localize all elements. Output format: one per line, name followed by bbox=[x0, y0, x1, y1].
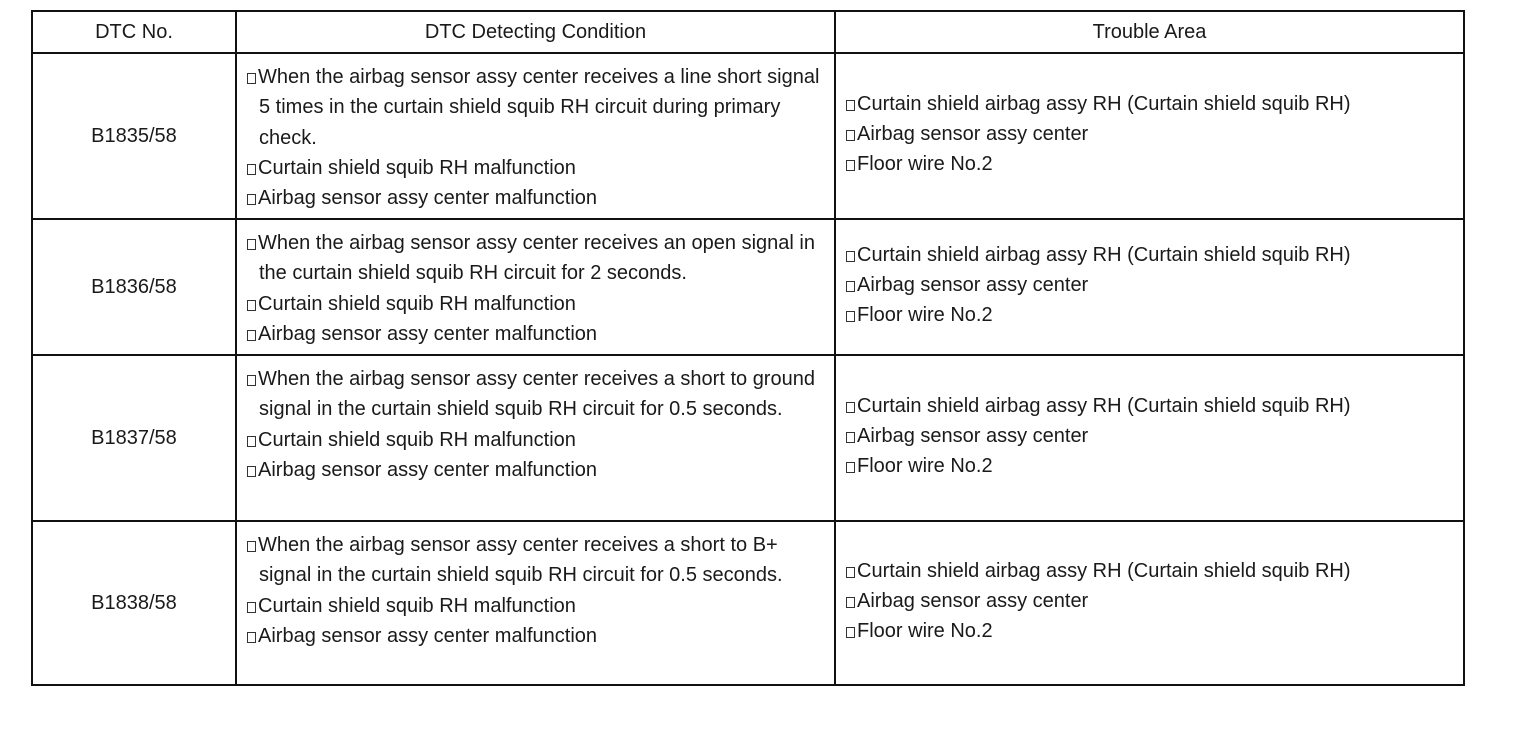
header-dtc-no: DTC No. bbox=[32, 11, 236, 53]
checkbox-bullet-icon bbox=[247, 164, 256, 175]
condition-item: Airbag sensor assy center malfunction bbox=[247, 621, 828, 651]
area-item: Curtain shield airbag assy RH (Curtain shield squib RH) bbox=[846, 89, 1457, 119]
area-item: Airbag sensor assy center bbox=[846, 421, 1457, 451]
area-item: Floor wire No.2 bbox=[846, 149, 1457, 179]
checkbox-bullet-icon bbox=[247, 300, 256, 311]
checkbox-bullet-icon bbox=[846, 462, 855, 473]
condition-item: Airbag sensor assy center malfunction bbox=[247, 183, 828, 213]
table-row bbox=[32, 521, 1464, 685]
area-item: Airbag sensor assy center bbox=[846, 586, 1457, 616]
condition-item: When the airbag sensor assy center receives a short to ground signal in the curtain shield squib RH circuit for 0.5 seconds. bbox=[247, 364, 828, 425]
area-item: Curtain shield airbag assy RH (Curtain shield squib RH) bbox=[846, 391, 1457, 421]
condition-item: Curtain shield squib RH malfunction bbox=[247, 591, 828, 621]
checkbox-bullet-icon bbox=[846, 251, 855, 262]
area-item: Curtain shield airbag assy RH (Curtain shield squib RH) bbox=[846, 240, 1457, 270]
dtc-code: B1836/58 bbox=[32, 219, 236, 355]
trouble-area-cell bbox=[835, 219, 1464, 355]
checkbox-bullet-icon bbox=[846, 567, 855, 578]
dtc-code: B1835/58 bbox=[32, 53, 236, 219]
area-item: Floor wire No.2 bbox=[846, 616, 1457, 646]
dtc-code: B1838/58 bbox=[32, 521, 236, 685]
area-item: Airbag sensor assy center bbox=[846, 270, 1457, 300]
checkbox-bullet-icon bbox=[846, 130, 855, 141]
detecting-condition-cell bbox=[236, 53, 835, 219]
checkbox-bullet-icon bbox=[247, 194, 256, 205]
trouble-area-cell bbox=[835, 521, 1464, 685]
checkbox-bullet-icon bbox=[247, 602, 256, 613]
detecting-condition-cell bbox=[236, 355, 835, 521]
condition-item: When the airbag sensor assy center receives a line short signal 5 times in the curtain shield squib RH circuit during primary check. bbox=[247, 62, 828, 153]
checkbox-bullet-icon bbox=[846, 160, 855, 171]
header-row bbox=[32, 11, 1464, 53]
checkbox-bullet-icon bbox=[247, 239, 256, 250]
checkbox-bullet-icon bbox=[247, 436, 256, 447]
area-item: Floor wire No.2 bbox=[846, 300, 1457, 330]
area-item: Airbag sensor assy center bbox=[846, 119, 1457, 149]
condition-item: When the airbag sensor assy center receives an open signal in the curtain shield squib RH circuit for 2 seconds. bbox=[247, 228, 828, 289]
checkbox-bullet-icon bbox=[846, 402, 855, 413]
checkbox-bullet-icon bbox=[247, 73, 256, 84]
checkbox-bullet-icon bbox=[247, 330, 256, 341]
dtc-table bbox=[31, 10, 1465, 686]
checkbox-bullet-icon bbox=[247, 375, 256, 386]
area-item: Curtain shield airbag assy RH (Curtain shield squib RH) bbox=[846, 556, 1457, 586]
table-row bbox=[32, 355, 1464, 521]
checkbox-bullet-icon bbox=[846, 597, 855, 608]
detecting-condition-cell bbox=[236, 521, 835, 685]
dtc-code: B1837/58 bbox=[32, 355, 236, 521]
checkbox-bullet-icon bbox=[846, 281, 855, 292]
checkbox-bullet-icon bbox=[247, 541, 256, 552]
condition-item: Airbag sensor assy center malfunction bbox=[247, 455, 828, 485]
checkbox-bullet-icon bbox=[846, 100, 855, 111]
condition-item: Curtain shield squib RH malfunction bbox=[247, 425, 828, 455]
condition-item: Airbag sensor assy center malfunction bbox=[247, 319, 828, 349]
checkbox-bullet-icon bbox=[846, 311, 855, 322]
checkbox-bullet-icon bbox=[247, 466, 256, 477]
header-detecting-condition: DTC Detecting Condition bbox=[236, 11, 835, 53]
trouble-area-cell bbox=[835, 53, 1464, 219]
condition-item: When the airbag sensor assy center receives a short to B+ signal in the curtain shield squib RH circuit for 0.5 seconds. bbox=[247, 530, 828, 591]
table-row bbox=[32, 53, 1464, 219]
checkbox-bullet-icon bbox=[846, 627, 855, 638]
table-row bbox=[32, 219, 1464, 355]
condition-item: Curtain shield squib RH malfunction bbox=[247, 153, 828, 183]
detecting-condition-cell bbox=[236, 219, 835, 355]
checkbox-bullet-icon bbox=[846, 432, 855, 443]
checkbox-bullet-icon bbox=[247, 632, 256, 643]
area-item: Floor wire No.2 bbox=[846, 451, 1457, 481]
header-trouble-area: Trouble Area bbox=[835, 11, 1464, 53]
trouble-area-cell bbox=[835, 355, 1464, 521]
condition-item: Curtain shield squib RH malfunction bbox=[247, 289, 828, 319]
